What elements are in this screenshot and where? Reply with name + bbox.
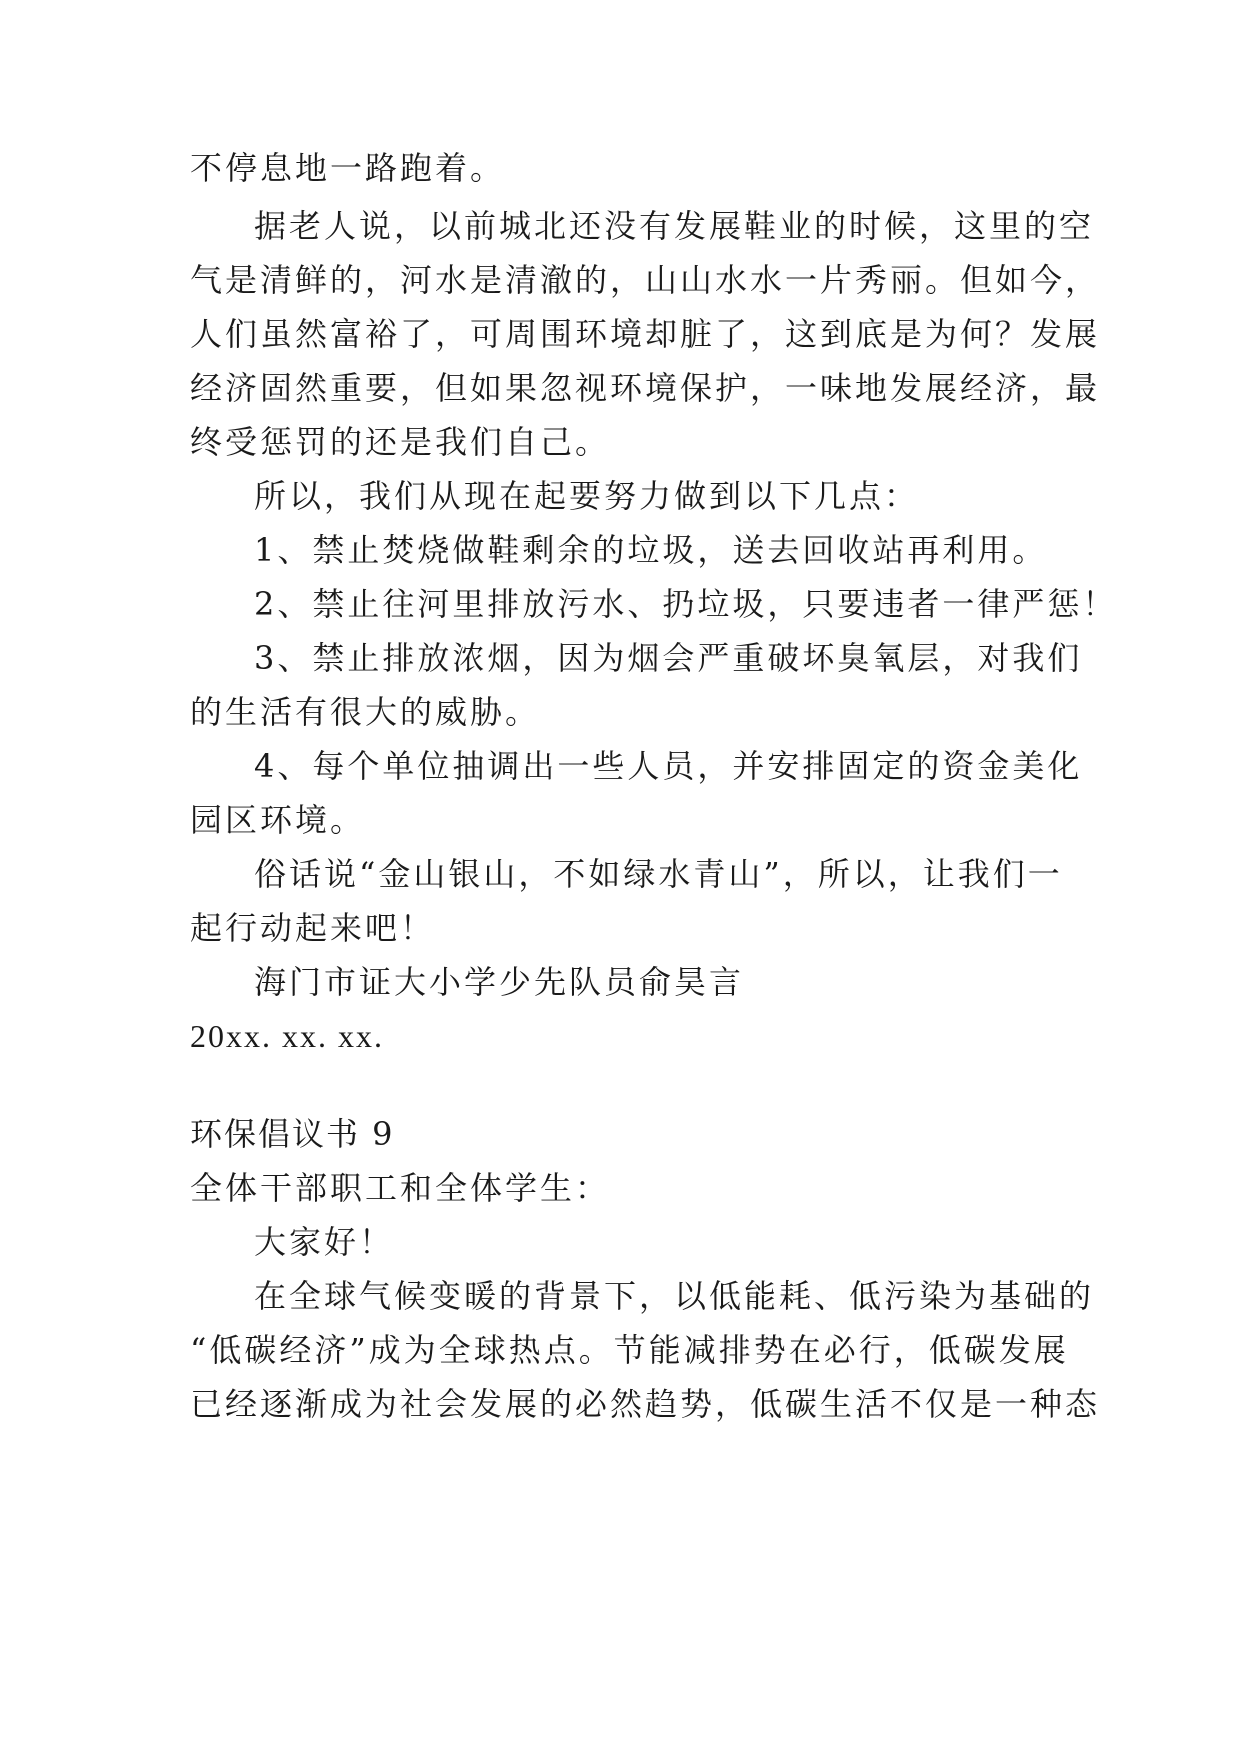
paragraph-line: 人们虽然富裕了，可周围环境却脏了，这到底是为何？发展 (190, 315, 1101, 353)
list-item-continuation: 园区环境。 (190, 801, 366, 839)
list-item: 1、禁止焚烧做鞋剩余的垃圾，送去回收站再利用。 (254, 531, 1048, 569)
paragraph-line: 终受惩罚的还是我们自己。 (190, 423, 611, 461)
list-item: 4、每个单位抽调出一些人员，并安排固定的资金美化 (254, 747, 1083, 785)
section-title: 环保倡议书 9 (190, 1115, 395, 1153)
paragraph-line: 所以，我们从现在起要努力做到以下几点： (254, 477, 920, 515)
list-item: 3、禁止排放浓烟，因为烟会严重破坏臭氧层，对我们 (254, 639, 1083, 677)
date: 20xx. xx. xx. (190, 1018, 384, 1054)
paragraph-line: 已经逐渐成为社会发展的必然趋势，低碳生活不仅是一种态 (190, 1385, 1101, 1423)
paragraph-line: 在全球气候变暖的背景下，以低能耗、低污染为基础的 (254, 1277, 1095, 1315)
list-item: 2、禁止往河里排放污水、扔垃圾，只要违者一律严惩！ (254, 585, 1118, 623)
list-item-continuation: 的生活有很大的威胁。 (190, 693, 541, 731)
signature: 海门市证大小学少先队员俞昊言 (254, 963, 745, 1001)
salutation: 全体干部职工和全体学生： (190, 1169, 611, 1207)
paragraph-line: 起行动起来吧！ (190, 909, 436, 947)
greeting: 大家好！ (254, 1223, 395, 1261)
paragraph-line: 经济固然重要，但如果忽视环境保护，一味地发展经济，最 (190, 369, 1101, 407)
paragraph-line: 据老人说，以前城北还没有发展鞋业的时候，这里的空 (254, 207, 1095, 245)
paragraph-line: 不停息地一路跑着。 (190, 149, 506, 187)
paragraph-line: 俗话说“金山银山，不如绿水青山”，所以，让我们一 (254, 855, 1063, 893)
paragraph-line: 气是清鲜的，河水是清澈的，山山水水一片秀丽。但如今， (190, 261, 1101, 299)
paragraph-line: “低碳经济”成为全球热点。节能减排势在必行，低碳发展 (190, 1331, 1069, 1369)
